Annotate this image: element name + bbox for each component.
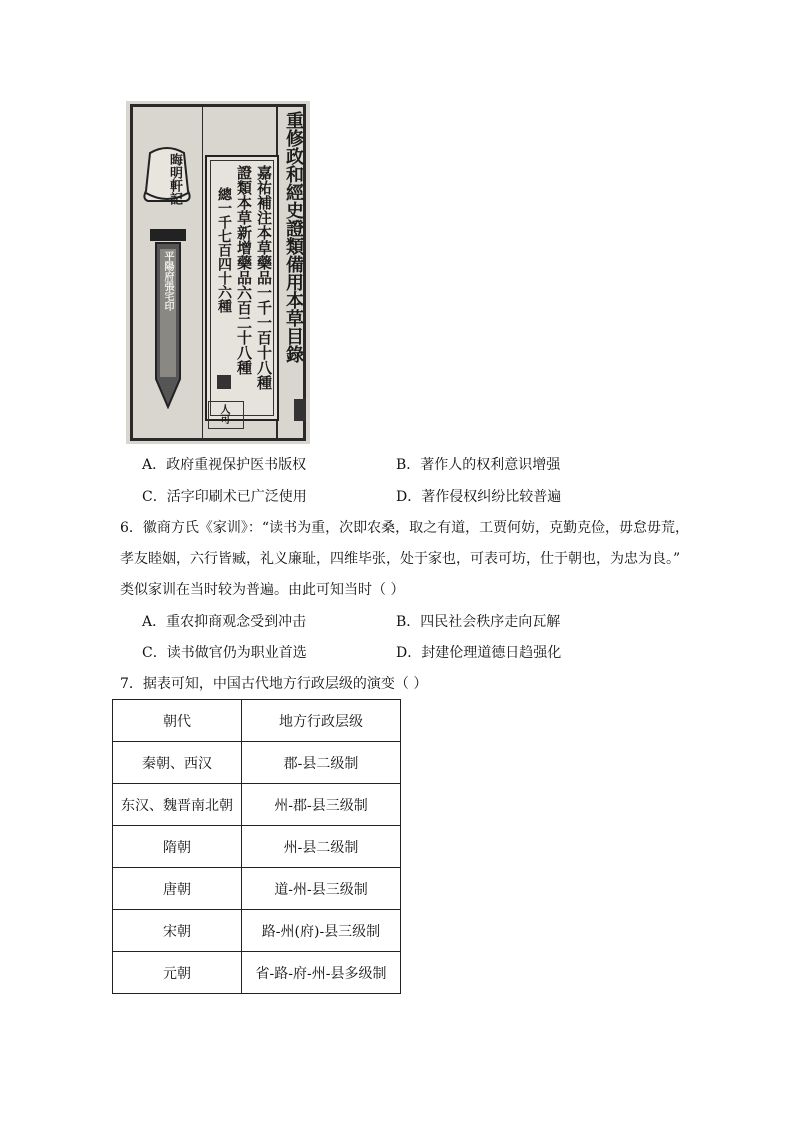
q7-stem: 7．据表可知，中国古代地方行政层级的演变（ ） <box>120 676 428 692</box>
table-row <box>113 826 401 868</box>
q6-option-b[interactable]: B．四民社会秩序走向瓦解 <box>396 614 561 630</box>
q5-option-a[interactable]: A．政府重视保护医书版权 <box>142 457 307 473</box>
table-header-cell: 地方行政层级 <box>242 700 401 742</box>
q5-option-d[interactable]: D．著作侵权纠纷比较普遍 <box>396 489 562 505</box>
q6-option-d[interactable]: D．封建伦理道德日趋强化 <box>396 645 562 661</box>
small-seal-mark <box>217 375 231 389</box>
table-row <box>113 742 401 784</box>
admin-levels-table <box>112 699 401 994</box>
table-header-row <box>113 700 401 742</box>
q6-stem-line-3: 类似家训在当时较为普遍。由此可知当时（ ） <box>120 582 405 598</box>
table-cell-dynasty: 秦朝、西汉 <box>113 742 242 784</box>
table-cell-levels: 道-州-县三级制 <box>242 868 401 910</box>
table-row <box>113 910 401 952</box>
table-row <box>113 868 401 910</box>
table-cell-levels: 路-州(府)-县三级制 <box>242 910 401 952</box>
column-rule <box>202 107 203 438</box>
bottom-seal-text: 人可 <box>218 404 229 424</box>
cartouche-line-3: 總一千七百四十六種 <box>216 187 232 313</box>
table-cell-levels: 州-郡-县三级制 <box>242 784 401 826</box>
bell-seal-text: 晦明軒記 <box>167 153 182 205</box>
table-cell-levels: 州-县二级制 <box>242 826 401 868</box>
q6-stem-line-1: 6．徽商方氏《家训》：“读书为重，次即农桑，取之有道，工贾何妨，克勤克俭，毋怠毋荒， <box>120 520 690 536</box>
q5-option-c[interactable]: C．活字印刷术已广泛使用 <box>142 489 307 505</box>
cartouche-line-2: 證類本草新增藥品六百二十八種 <box>235 165 253 375</box>
print-cartouche <box>205 155 279 421</box>
table-cell-levels: 省-路-府-州-县多级制 <box>242 952 401 994</box>
sword-seal-text: 平陽府張宅印 <box>162 251 173 311</box>
woodblock-print-image <box>126 101 310 444</box>
cartouche-line-1: 嘉祐補注本草藥品一千一百十八種 <box>255 165 273 390</box>
table-cell-dynasty: 唐朝 <box>113 868 242 910</box>
bottom-seal <box>208 401 244 429</box>
table-cell-dynasty: 元朝 <box>113 952 242 994</box>
table-cell-dynasty: 宋朝 <box>113 910 242 952</box>
table-header-cell: 朝代 <box>113 700 242 742</box>
table-cell-levels: 郡-县二级制 <box>242 742 401 784</box>
table-cell-dynasty: 东汉、魏晋南北朝 <box>113 784 242 826</box>
q6-option-c[interactable]: C．读书做官仍为职业首选 <box>142 645 307 661</box>
edge-seal-mark <box>294 399 306 421</box>
q6-stem-line-2: 孝友睦姻，六行皆臧，礼义廉耻，四维毕张，处于家也，可表可坊，仕于朝也，为忠为良。” <box>120 551 681 567</box>
table-row <box>113 952 401 994</box>
q5-option-b[interactable]: B．著作人的权利意识增强 <box>396 457 561 473</box>
table-cell-dynasty: 隋朝 <box>113 826 242 868</box>
print-title-column: 重修政和經史證類備用本草目錄 <box>283 111 304 363</box>
table-row <box>113 784 401 826</box>
q6-option-a[interactable]: A．重农抑商观念受到冲击 <box>142 614 307 630</box>
